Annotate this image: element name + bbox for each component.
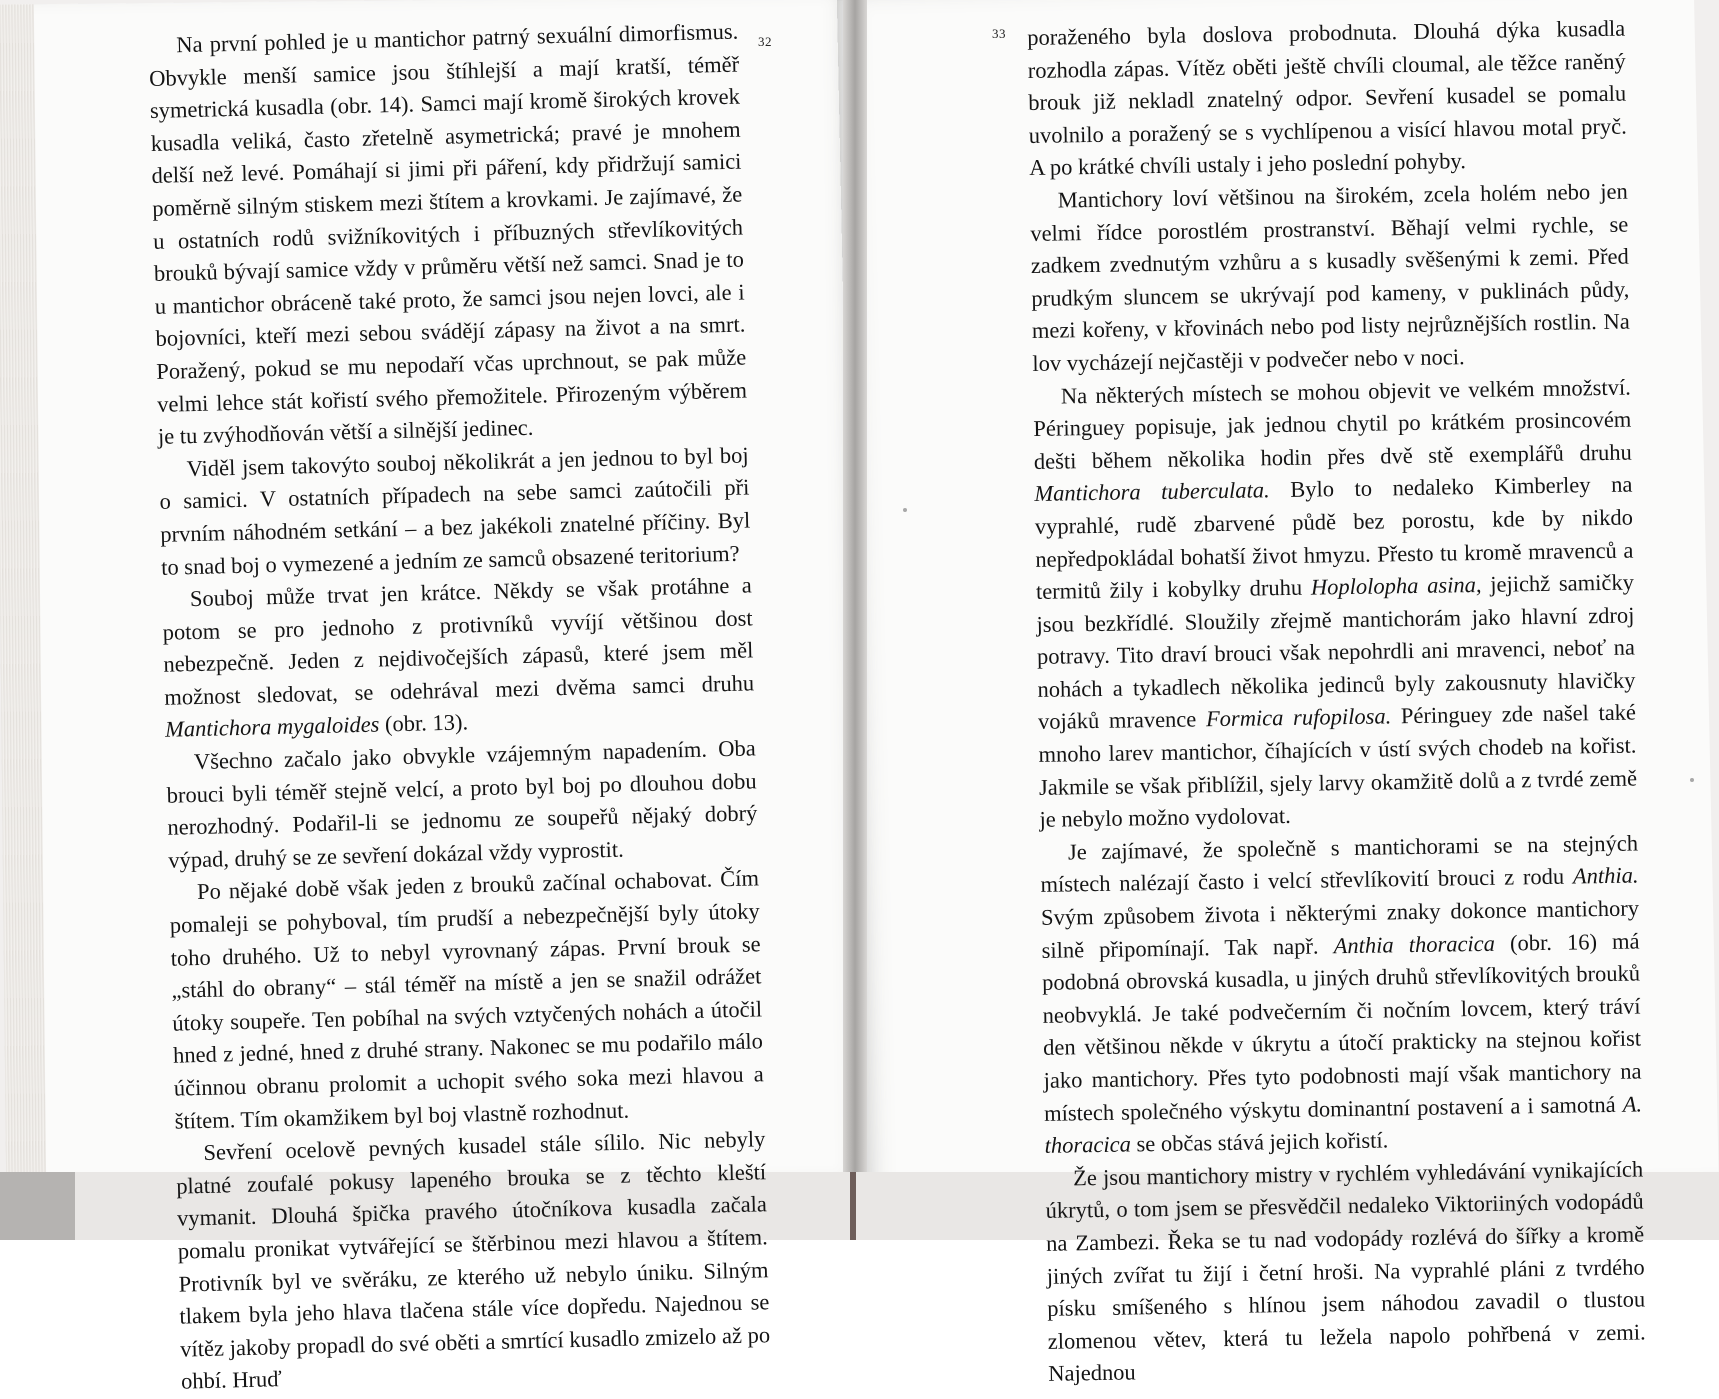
species-name: Mantichora tuberculata. (1034, 477, 1270, 507)
text-run: (obr. 16) má podobná obrovská kusadla, u jiných druhů střevlíkovitých brouků neobvyklá. Je také podvečerním či nočním lovcem, který tráví den většinou někde v úkrytu a útočí prakticky na stejnou kořist jako mantichory. Přes tyto podobnosti mají však mantichory na místech společného výskytu dominantní postavení a i samotná (1041, 928, 1642, 1126)
paragraph: Viděl jsem takovýto souboj několikrát a jen jednou to byl boj o samici. V ostatních případech na sebe samci zaútočili při prvním náhodném setkání – a bez jakékoli znatelné příčiny. Byl to snad boj o vymezené a jedním ze samců obsazené teritorium? (159, 442, 751, 580)
text-run: Souboj může trvat jen krátce. Někdy se však protáhne a potom se pro jednoho z protivníků vyvíjí většinou dost nebezpečně. Jeden z nejdivočejších zápasů, které jsem měl možnost sledovat, se odehrával mezi dvěma samci druhu (162, 572, 755, 710)
page-stack-corner (0, 1172, 75, 1240)
text-run: (obr. 13). (384, 709, 469, 737)
species-name: A. thoracica (1044, 1091, 1643, 1159)
paragraph: Všechno začalo jako obvykle vzájemným napadením. Oba brouci byli téměř stejně velcí, a proto byl boj po dlouhou dobu nerozhodný. Podařil-li se jednomu ze soupeřů nějaký dobrý výpad, druhý se ze sevření dokázal vždy vyprostit. (166, 735, 758, 873)
text-run: Svým způsobem života i některými znaky dokonce mantichory silně připomínají. Tak např. (1040, 895, 1640, 963)
paragraph (162, 570, 756, 747)
species-name: Anthia thoracica (1333, 930, 1496, 958)
text-run: Je zajímavé, že společně s mantichorami se na stejných místech nalézají často i velcí střevlíkovití brouci z rodu (1040, 830, 1639, 898)
paragraph: Na první pohled je u mantichor patrný sexuální dimorfismus. Obvykle menší samice jsou štíhlejší a mají kratší, téměř symetrická kusadla (obr. 14). Samci mají kromě širokých krovek kusadla veliká, často zřetelně asymetrická; pravé je mnohem delší než levé. Pomáhají si jimi při páření, kdy přidržují samici poměrně silným stiskem mezi štítem a krovkami. Je zajímavé, že u ostatních rodů svižníkovitých i příbuzných střevlíkovitých brouků bývají samice vždy v průměru větší než samci. Snad je to u mantichor obráceně také proto, že samci jsou nejen lovci, ale i bojovníci, kteří mezi sebou svádějí zápasy na život a na smrt. Poražený, pokud se mu nepodaří včas uprchnout, se pak může velmi lehce stát kořistí svého přemožitele. Přirozeným výběrem je tu zvýhodňován větší a silnější jedinec. (148, 18, 748, 449)
book-gutter (843, 0, 867, 1180)
text-run: Bylo to nedaleko Kimberley na vyprahlé, rudě zbarvené půdě bez porostu, kde by nikdo nepředpokládal bohatší život hmyzu. Přesto tu kromě mravenců a termitů žily i kobylky druhu (1034, 471, 1634, 605)
paragraph: poraženého byla doslova probodnuta. Dlouhá dýka kusadla rozhodla zápas. Vítěz oběti ještě chvíli cloumal, ale těžce raněný brouk již nekladl znatelný odpor. Sevření kusadel se pomalu uvolnilo a poražený se s vychlípenou a visící hlavou motal pryč. A po krátké chvíli ustaly i jeho poslední pohyby. (1027, 15, 1627, 181)
text-run: Na některých místech se mohou objevit ve velkém množství. Péringuey popisuje, jak jednou chytil po krátkém prosincovém dešti během několika hodin přes dvě stě exemplářů druhu (1033, 374, 1633, 474)
paragraph: Po nějaké době však jeden z brouků začínal ochabovat. Čím pomaleji se pohyboval, tím prudší a nebezpečnější byly útoky toho druhého. Už to nebyl vyrovnaný zápas. První brouk se „stáhl do obrany“ – stál téměř na místě a jen se snažil odrážet útoky soupeře. Ten pobíhal na svých vztyčených nohách a útočil hned z jedné, hned z druhé strany. Nakonec se mu podařilo málo účinnou obranu prolomit a uchopit svého soka mezi hlavou a štítem. Tím okamžikem byl boj vlastně rozhodnut. (169, 865, 764, 1134)
spine-mark (850, 1172, 856, 1240)
left-page-text (148, 16, 771, 1399)
genus-name: Anthia. (1572, 862, 1639, 889)
paragraph: Mantichory loví většinou na širokém, zcela holém nebo jen velmi řídce porostlém prostranství. Běhají velmi rychle, se zadkem zvednutým vzhůru a s kusadly svěšenými k zemi. Před prudkým sluncem se ukrývají pod kameny, v puklinách půdy, mezi kořeny, v křovinách nebo pod listy nejrůznějších rostlin. Na lov vycházejí nejčastěji v podvečer nebo v noci. (1030, 178, 1630, 376)
species-name: Hoplolopha asina, (1310, 572, 1482, 600)
speck (1690, 778, 1694, 782)
paragraph: Že jsou mantichory mistry v rychlém vyhledávání vynikajících úkrytů, o tom jsem se přesvědčil nedaleko Viktoriiných vodopádů na Zambezi. Řeka se tu nad vodopády rozlévá do šířky a kromě jiných zvířat tu žijí i četní hroši. Na vyprahlé pláni z tvrdého písku smíšeného s hlínou jsem náhodou zavadil o tlustou zlomenou větev, která tu ležela napolo pohřbená v zemi. Najednou (1045, 1156, 1646, 1387)
speck (903, 508, 907, 512)
page-number-right: 33 (992, 26, 1006, 41)
page-number-left: 32 (758, 34, 772, 49)
paragraph (1033, 371, 1638, 837)
paragraph: Sevření ocelově pevných kusadel stále sílilo. Nic nebyly platné zoufalé pokusy lapeného brouka se z těchto kleští vymanit. Dlouhá špička pravého útočníkova kusadla začala pomalu pronikat vytvářející se štěrbinou mezi hlavou a štítem. Protivník byl ve svěráku, ze kterého už nebylo úniku. Silným tlakem byla jeho hlava tlačena stále více dopředu. Najednou se vítěz jakoby propadl do své oběti a smrtící kusadlo zmizelo až po ohbí. Hruď (175, 1126, 771, 1394)
species-name: Formica rufopilosa. (1205, 703, 1392, 732)
text-run: Péringuey zde našel také mnoho larev mantichor, číhajících v ústí svých chodeb na kořist. Jakmile se však přiblížil, sjely larvy okamžitě dolů a z tvrdé země je nebylo možno vydolovat. (1038, 699, 1638, 833)
text-run: jejichž samičky jsou bezkřídlé. Sloužily zřejmě mantichorám jako hlavní zdroj potravy. Tito draví brouci však nepohrdli ani mravenci, neboť na nohách a tykadlech několika jedinců byly zakousnuty hlavičky vojáků mravence (1036, 569, 1636, 735)
species-name: Mantichora mygaloides (164, 712, 380, 743)
text-run: se občas stává jejich kořistí. (1136, 1127, 1389, 1157)
paragraph (1040, 827, 1643, 1162)
right-page-text (1027, 13, 1646, 1391)
